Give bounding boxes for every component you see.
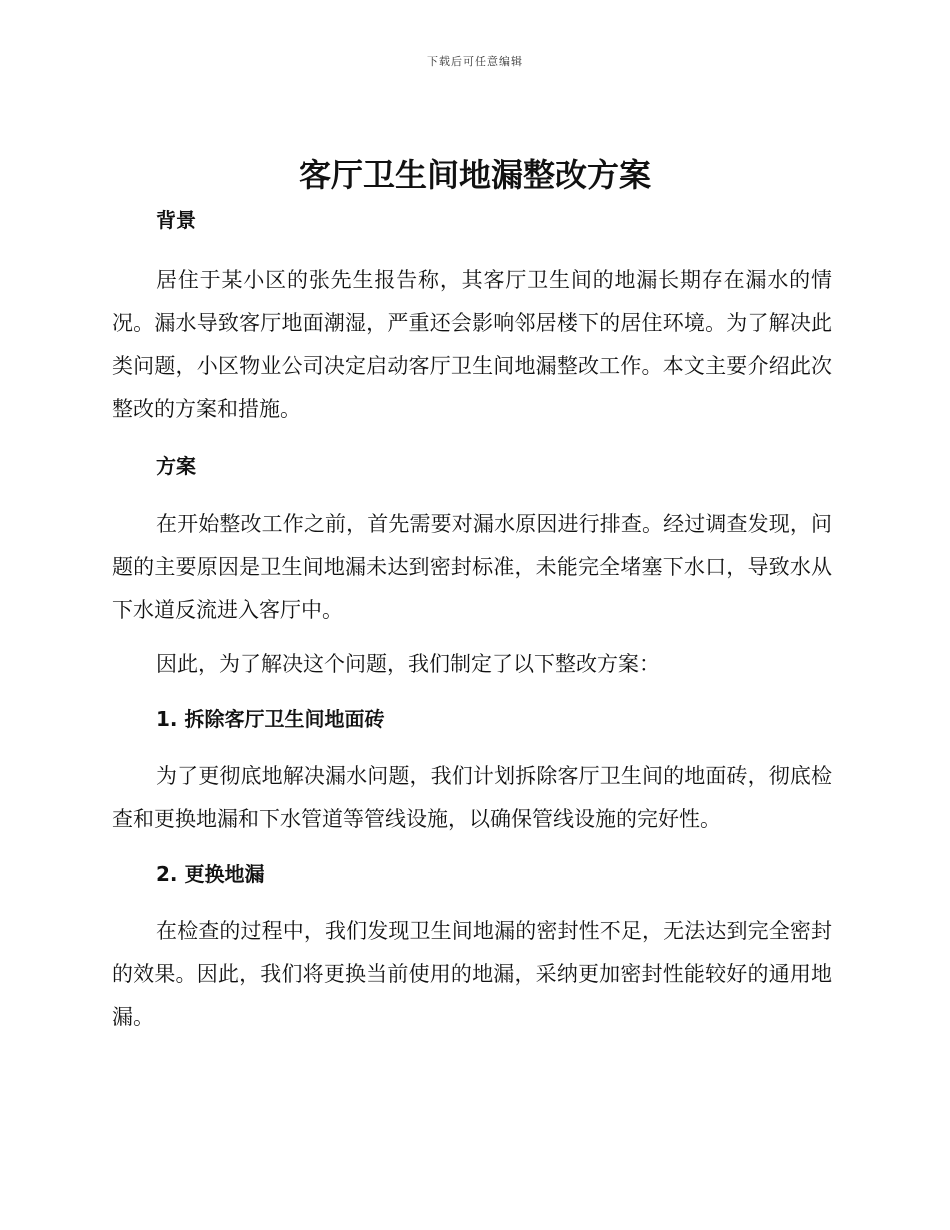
section-heading-step-1: 1. 拆除客厅卫生间地面砖 bbox=[156, 707, 385, 731]
paragraph-plan-intro: 因此，为了解决这个问题，我们制定了以下整改方案： bbox=[156, 652, 660, 676]
paragraph-step-1: 为了更彻底地解决漏水问题，我们计划拆除客厅卫生间的地面砖，彻底检查和更换地漏和下水管道等管线设施，以确保管线设施的完好性。 bbox=[112, 764, 832, 831]
paragraph-background: 居住于某小区的张先生报告称，其客厅卫生间的地漏长期存在漏水的情况。漏水导致客厅地面潮湿，严重还会影响邻居楼下的居住环境。为了解决此类问题，小区物业公司决定启动客厅卫生间地漏整改工作。本文主要介绍此次整改的方案和措施。 bbox=[112, 268, 832, 421]
section-heading-plan: 方案 bbox=[156, 454, 196, 478]
paragraph-step-2: 在检查的过程中，我们发现卫生间地漏的密封性不足，无法达到完全密封的效果。因此，我们将更换当前使用的地漏，采纳更加密封性能较好的通用地漏。 bbox=[112, 919, 832, 1029]
page-header-note: 下载后可任意编辑 bbox=[427, 55, 523, 68]
document-body bbox=[112, 205, 832, 1039]
paragraph-plan-cause: 在开始整改工作之前，首先需要对漏水原因进行排查。经过调查发现，问题的主要原因是卫生间地漏未达到密封标准，未能完全堵塞下水口，导致水从下水道反流进入客厅中。 bbox=[112, 512, 832, 622]
section-heading-background: 背景 bbox=[156, 208, 196, 232]
document-title: 客厅卫生间地漏整改方案 bbox=[298, 156, 651, 194]
section-heading-step-2: 2. 更换地漏 bbox=[156, 862, 265, 886]
